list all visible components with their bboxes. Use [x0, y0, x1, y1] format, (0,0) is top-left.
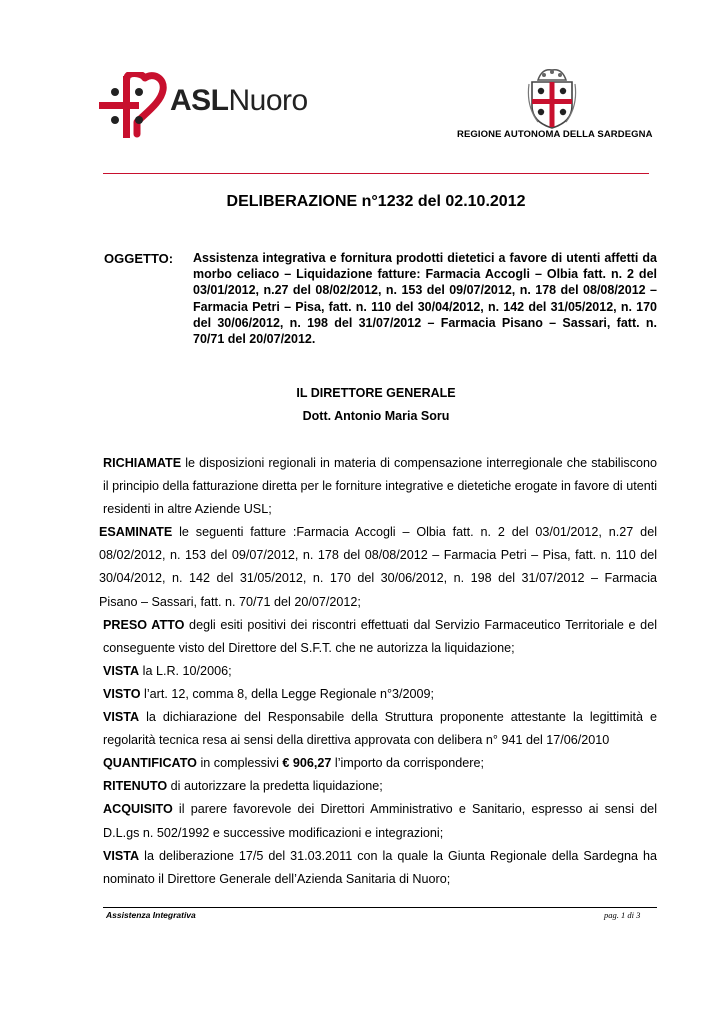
paragraph-vista-lr: VISTA la L.R. 10/2006; — [103, 663, 232, 678]
document-title: DELIBERAZIONE n°1232 del 02.10.2012 — [226, 193, 526, 210]
paragraph-quantificato: QUANTIFICATO in complessivi € 906,27 l’importo da corrispondere; — [103, 756, 485, 771]
footer-section-label: Assistenza Integrativa — [106, 910, 196, 920]
document-body — [99, 452, 657, 891]
paragraph-acquisito: ACQUISITO il parere favorevole dei Direttori Amministrativo e Sanitario, espresso ai sensi del D.L.gs n. 502/1992 e successive modificazioni e integrazioni; — [103, 802, 657, 840]
director-title: IL DIRETTORE GENERALE — [296, 386, 456, 400]
director-name: Dott. Antonio Maria Soru — [302, 409, 450, 423]
header-divider — [103, 173, 649, 174]
paragraph-richiamate: RICHIAMATE le disposizioni regionali in materia di compensazione interregionale che stabiliscono il principio della fatturazione diretta per le forniture integrative e dietetiche erogate in favore di utenti residenti in altre Aziende USL; — [103, 456, 657, 517]
region-name: REGIONE AUTONOMA DELLA SARDEGNA — [457, 129, 653, 140]
paragraph-visto: VISTO l’art. 12, comma 8, della Legge Regionale n°3/2009; — [103, 686, 435, 701]
subject-text: Assistenza integrativa e fornitura prodotti dietetici a favore di utenti affetti da morbo celiaco – Liquidazione fatture: Farmacia Accogli – Olbia fatt. n. 2 del 03/01/2012, n.27 del 08/02/2012, n. 153 del 09/07/2012, n. 178 del 08/08/2012 – Farmacia Petri – Pisa, fatt. n. 110 del 30/04/2012, n. 142 del 31/05/2012, n. 170 del 30/06/2012, n. 198 del 31/07/2012 – Farmacia Pisano – Sassari, fatt. n. 70/71 del 20/07/2012. — [193, 251, 657, 347]
asl-brand: ASLNuoro — [170, 84, 308, 117]
paragraph-esaminate: ESAMINATE le seguenti fatture :Farmacia Accogli – Olbia fatt. n. 2 del 03/01/2012, n.27 del 08/02/2012, n. 153 del 09/07/2012, n. 178 del 08/08/2012 – Farmacia Petri – Pisa, fatt. n. 110 del 30/04/2012, n. 142 del 31/05/2012, n. 170 del 30/06/2012, n. 198 del 31/07/2012 – Farmacia Pisano – Sassari, fatt. n. 70/71 del 20/07/2012; — [99, 525, 657, 609]
asl-logo — [97, 72, 167, 142]
amount: € 906,27 — [282, 756, 332, 771]
paragraph-vista-deliberazione: VISTA la deliberazione 17/5 del 31.03.2011 con la quale la Giunta Regionale della Sardegna ha nominato il Direttore Generale dell’Azienda Sanitaria di Nuoro; — [103, 848, 657, 886]
footer-divider — [103, 907, 657, 908]
page-number: pag. 1 di 3 — [604, 910, 641, 920]
paragraph-ritenuto: RITENUTO di autorizzare la predetta liquidazione; — [103, 779, 383, 794]
subject-label: OGGETTO: — [104, 251, 174, 266]
paragraph-preso-atto: PRESO ATTO degli esiti positivi dei riscontri effettuati dal Servizio Farmaceutico Territoriale e del conseguente visto del Direttore del S.F.T. che ne autorizza la liquidazione; — [103, 617, 657, 655]
paragraph-vista-dichiarazione: VISTA la dichiarazione del Responsabile della Struttura proponente attestante la legittimità e regolarità tecnica resa ai sensi della direttiva approvata con delibera n° 941 del 17/06/2010 — [103, 710, 657, 748]
region-coat-of-arms-icon — [526, 66, 578, 132]
